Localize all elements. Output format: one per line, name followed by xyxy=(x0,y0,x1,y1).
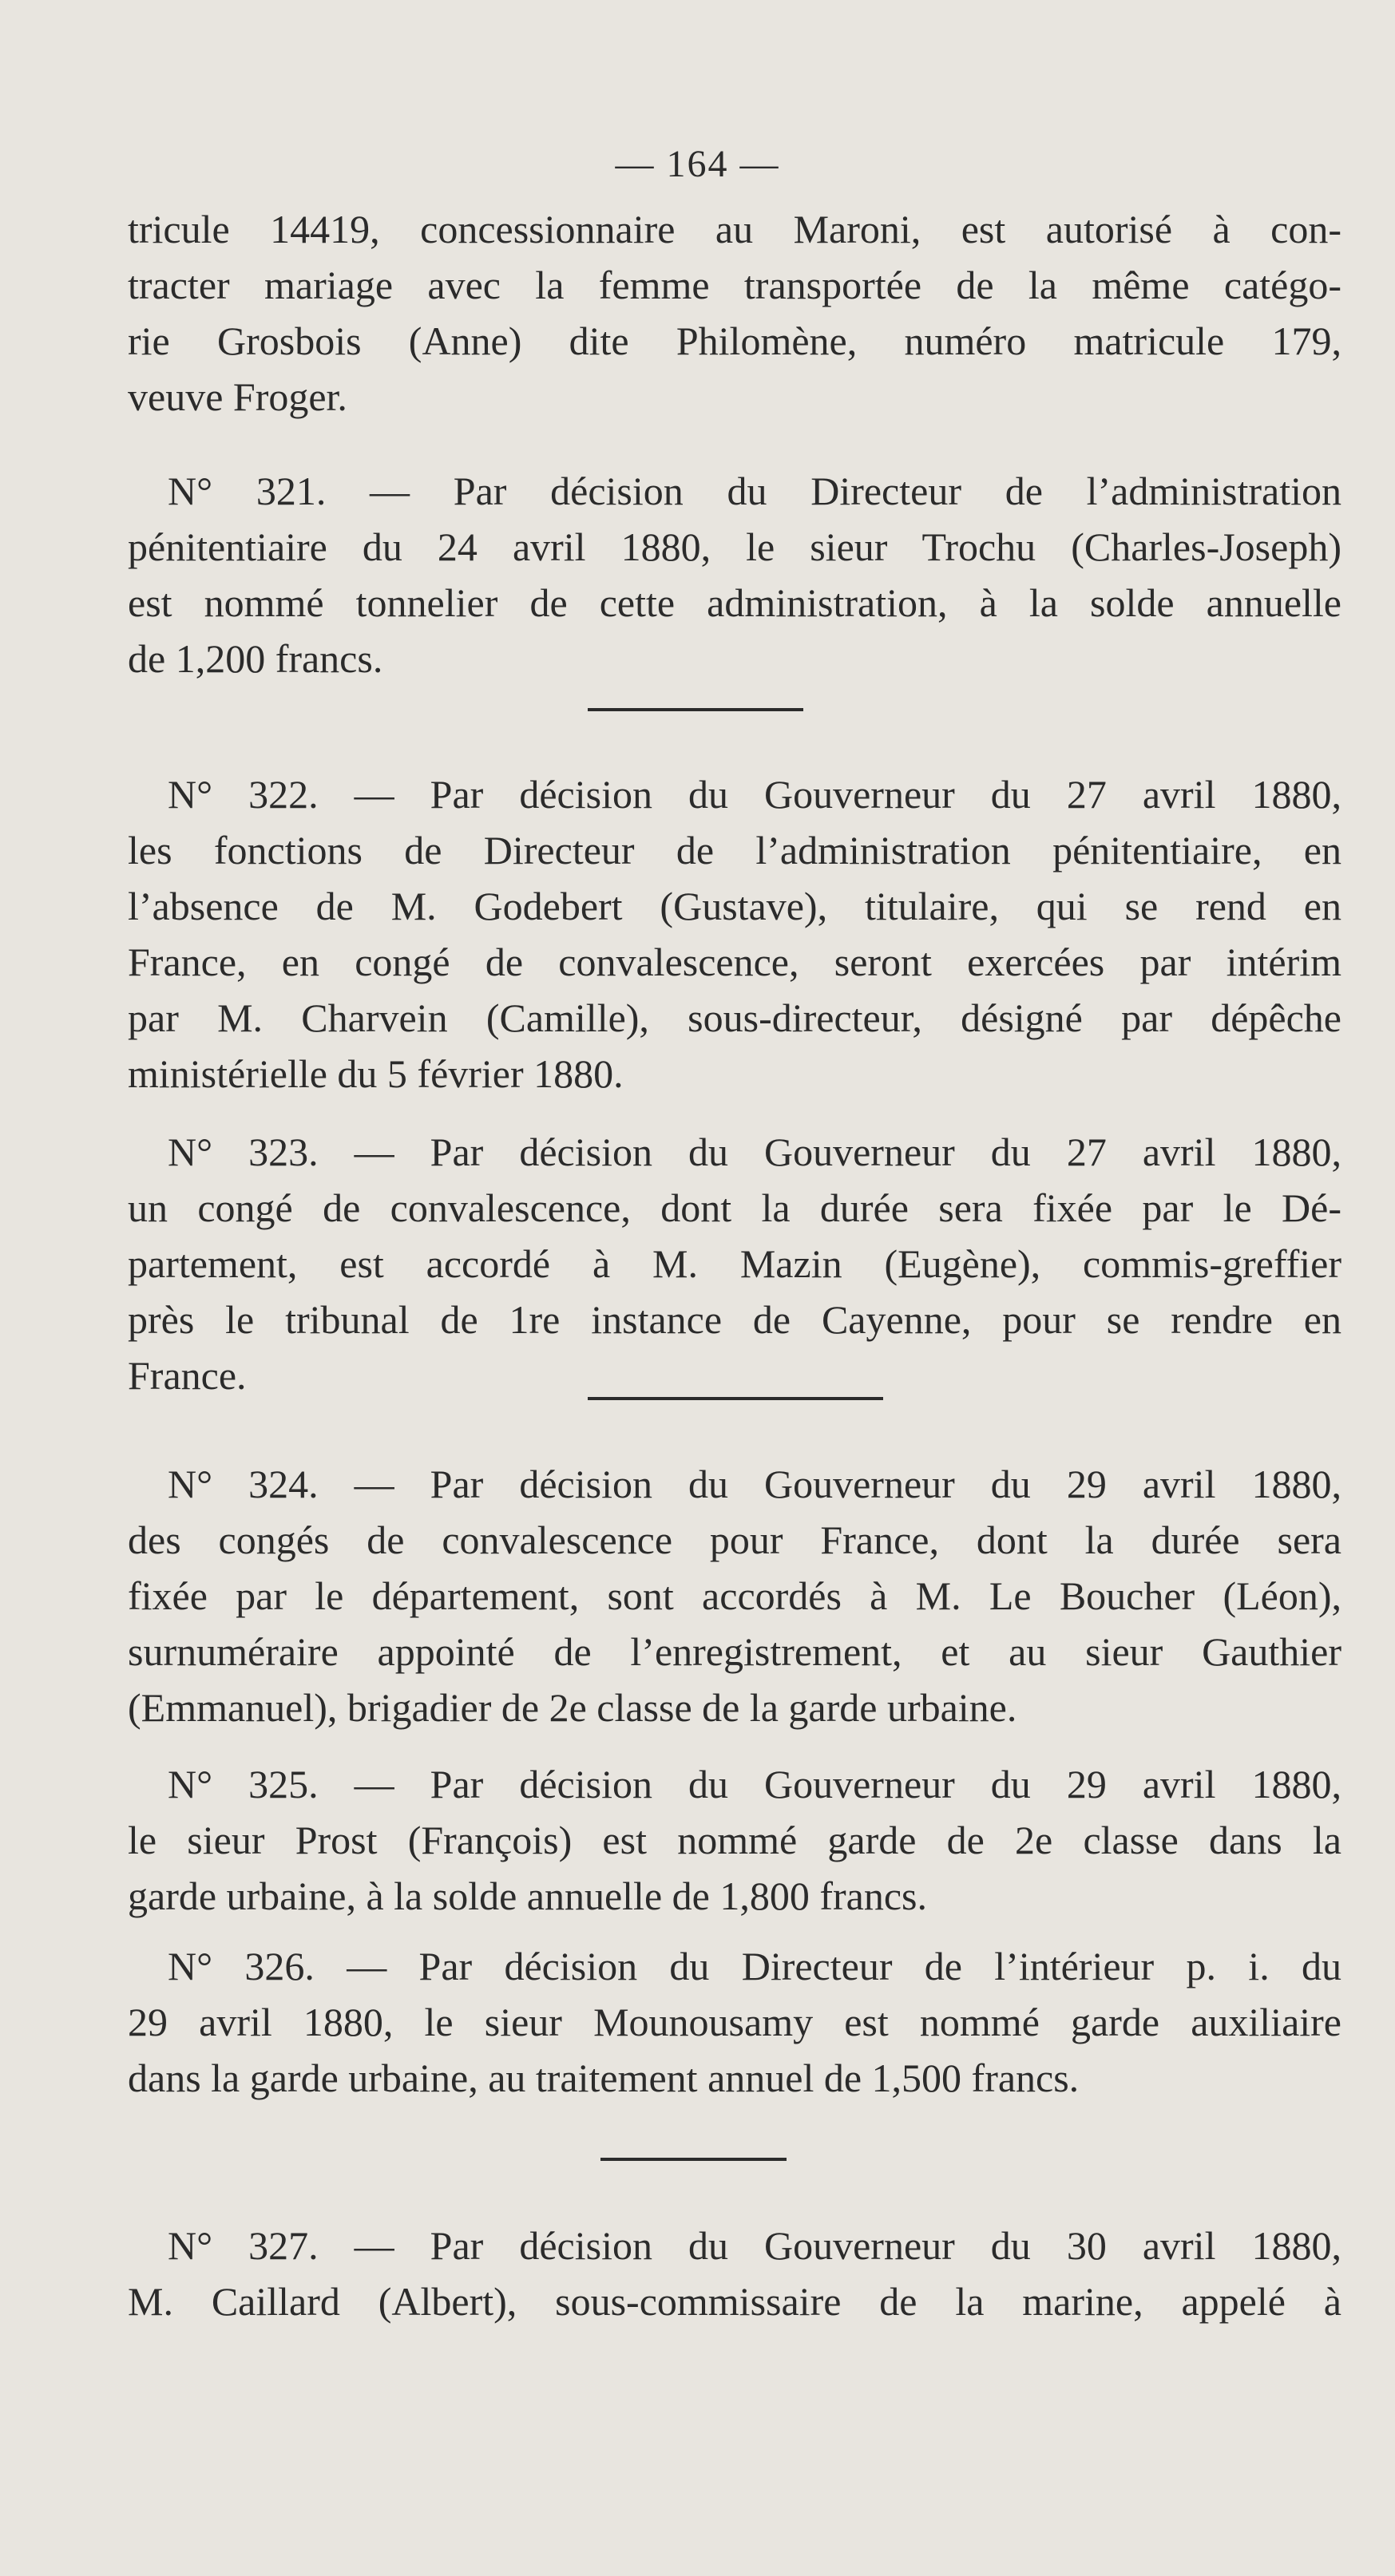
text-line: tracter mariage avec la femme transportée de la même catégo- xyxy=(128,265,1341,307)
text-line: N° 323. — Par décision du Gouverneur du 27 avril 1880, xyxy=(168,1132,1341,1174)
text-line: dans la garde urbaine, au traitement annuel de 1,500 francs. xyxy=(128,2058,1080,2100)
paragraph-322 xyxy=(128,774,1341,1110)
text-line: N° 327. — Par décision du Gouverneur du 30 avril 1880, xyxy=(168,2226,1341,2268)
section-divider xyxy=(588,1397,883,1400)
text-line: est nommé tonnelier de cette administration, à la solde annuelle xyxy=(128,583,1341,625)
text-line: pénitentiaire du 24 avril 1880, le sieur Trochu (Charles-Joseph) xyxy=(128,527,1341,569)
text-line: ministérielle du 5 février 1880. xyxy=(128,1054,624,1096)
text-line: N° 321. — Par décision du Directeur de l’administration xyxy=(168,471,1341,513)
text-line: les fonctions de Directeur de l’administration pénitentiaire, en xyxy=(128,830,1341,873)
paragraph-321 xyxy=(128,471,1341,694)
text-line: N° 322. — Par décision du Gouverneur du 27 avril 1880, xyxy=(168,774,1341,817)
text-line: 29 avril 1880, le sieur Mounousamy est nommé garde auxiliaire xyxy=(128,2002,1341,2044)
text-line: N° 324. — Par décision du Gouverneur du 29 avril 1880, xyxy=(168,1464,1341,1506)
paragraph-326 xyxy=(128,1946,1341,2114)
paragraph-continuation xyxy=(128,209,1341,433)
text-line: M. Caillard (Albert), sous-commissaire de la marine, appelé à xyxy=(128,2281,1341,2324)
text-line: un congé de convalescence, dont la durée sera fixée par le Dé- xyxy=(128,1188,1341,1230)
section-divider xyxy=(600,2158,787,2161)
text-line: partement, est accordé à M. Mazin (Eugène), commis-greffier xyxy=(128,1244,1341,1286)
paragraph-324 xyxy=(128,1464,1341,1743)
text-line: surnuméraire appointé de l’enregistrement, et au sieur Gauthier xyxy=(128,1632,1341,1674)
text-line: rie Grosbois (Anne) dite Philomène, numéro matricule 179, xyxy=(128,321,1341,363)
text-line: tricule 14419, concessionnaire au Maroni, est autorisé à con- xyxy=(128,209,1341,251)
text-line: veuve Froger. xyxy=(128,377,347,419)
text-line: le sieur Prost (François) est nommé garde de 2e classe dans la xyxy=(128,1820,1341,1862)
text-line: l’absence de M. Godebert (Gustave), titulaire, qui se rend en xyxy=(128,886,1341,928)
paragraph-323 xyxy=(128,1132,1341,1411)
text-line: fixée par le département, sont accordés à M. Le Boucher (Léon), xyxy=(128,1576,1341,1618)
paragraph-325 xyxy=(128,1764,1341,1932)
text-line: France. xyxy=(128,1355,247,1398)
text-line: France, en congé de convalescence, seront exercées par intérim xyxy=(128,942,1341,984)
text-line: près le tribunal de 1re instance de Cayenne, pour se rendre en xyxy=(128,1300,1341,1342)
text-line: garde urbaine, à la solde annuelle de 1,800 francs. xyxy=(128,1876,927,1918)
paragraph-327 xyxy=(128,2226,1341,2337)
text-line: N° 325. — Par décision du Gouverneur du 29 avril 1880, xyxy=(168,1764,1341,1806)
text-line: (Emmanuel), brigadier de 2e classe de la garde urbaine. xyxy=(128,1688,1017,1730)
section-divider xyxy=(588,708,803,711)
text-line: des congés de convalescence pour France, dont la durée sera xyxy=(128,1520,1341,1562)
text-line: par M. Charvein (Camille), sous-directeur, désigné par dépêche xyxy=(128,998,1341,1040)
text-line: de 1,200 francs. xyxy=(128,639,383,681)
page-number: — 164 — xyxy=(615,143,780,185)
text-line: N° 326. — Par décision du Directeur de l’intérieur p. i. du xyxy=(168,1946,1341,1988)
